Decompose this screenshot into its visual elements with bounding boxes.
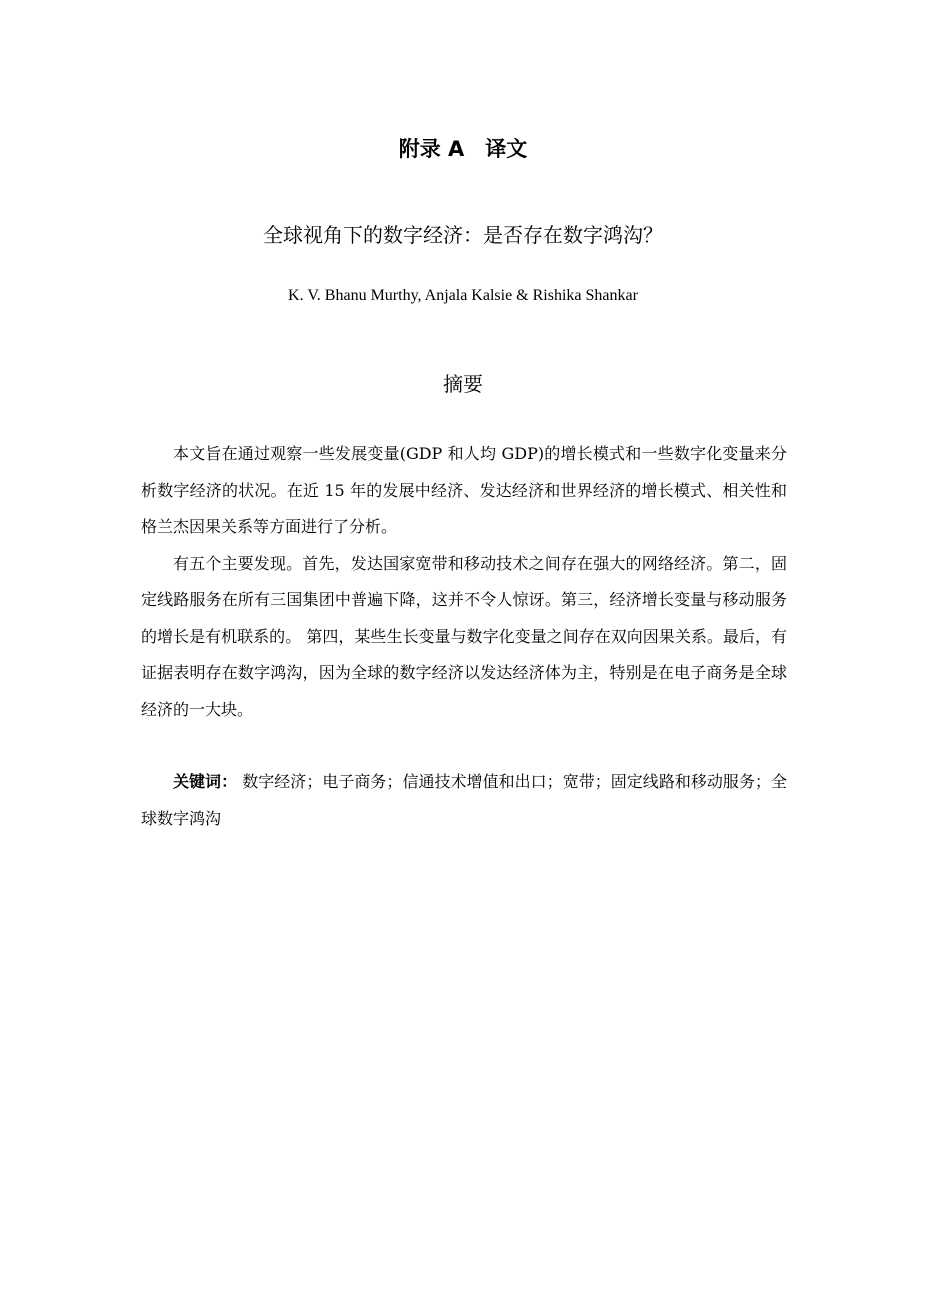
- keywords-text: 数字经济；电子商务；信通技术增值和出口；宽带；固定线路和移动服务；全球数字鸿沟: [141, 772, 787, 828]
- appendix-title: 附录 A 译文: [398, 137, 528, 161]
- abstract-body: [141, 436, 787, 728]
- abstract-heading: 摘要: [443, 372, 483, 396]
- paper-authors: K. V. Bhanu Murthy, Anjala Kalsie & Rishika Shankar: [288, 287, 638, 304]
- abstract-paragraph: 本文旨在通过观察一些发展变量(GDP 和人均 GDP)的增长模式和一些数字化变量来分析数字经济的状况。在近 15 年的发展中经济、发达经济和世界经济的增长模式、相关性和格兰杰因果关系等方面进行了分析。: [141, 444, 787, 536]
- keywords-label: 关键词：: [173, 772, 238, 791]
- paper-title: 全球视角下的数字经济：是否存在数字鸿沟？: [263, 223, 663, 247]
- keywords-section: [141, 764, 787, 837]
- abstract-paragraph: 有五个主要发现。首先，发达国家宽带和移动技术之间存在强大的网络经济。第二，固定线路服务在所有三国集团中普遍下降，这并不令人惊讶。第三，经济增长变量与移动服务的增长是有机联系的。 第四，某些生长变量与数字化变量之间存在双向因果关系。最后，有证据表明存在数字鸿沟，因为全球的数字经济以发达经济体为主，特别是在电子商务是全球经济的一大块。: [141, 553, 787, 719]
